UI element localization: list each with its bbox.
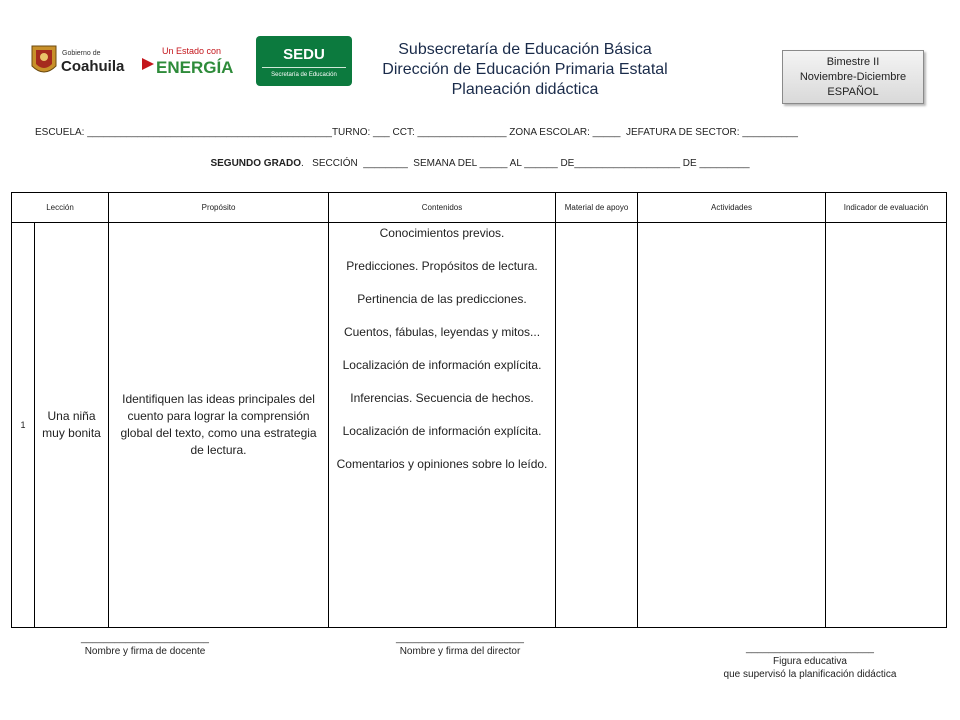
header-lesson: Lección [12,193,109,223]
period-bimester: Bimestre II [826,56,880,68]
period-subject: ESPAÑOL [827,86,879,98]
coahuila-logo-big-text: Coahuila [61,58,125,75]
energia-logo-big-text: ENERGÍA [156,58,234,77]
teacher-signature [40,632,250,658]
document-header [340,40,710,100]
content-item: Cuentos, fábulas, leyendas y mitos... [343,325,541,339]
header-contents: Contenidos [329,193,556,223]
period-box [782,50,924,104]
content-item: Conocimientos previos. [379,226,505,240]
period-months: Noviembre-Diciembre [799,71,907,83]
school-info-line: ESCUELA: ____________________________________________TURNO: ___ CCT: ________________ ZONA ESCOLAR: _____ JEFATURA DE SECTOR: __________ [35,127,798,138]
sedu-logo-subtitle: Secretaría de Educación [271,72,337,78]
header-indicator: Indicador de evaluación [826,193,947,223]
material-cell [556,223,638,628]
grade-label: SEGUNDO GRADO [210,158,302,169]
director-signature-label: Nombre y firma del director [399,646,521,657]
content-item: Comentarios y opiniones sobre lo leído. [336,457,548,471]
grade-info-line [0,158,960,169]
header-line-3: Planeación didáctica [451,81,599,98]
purpose-cell: Identifiquen las ideas principales del cuento para lograr la comprensión global del texto, como una estrategia de lectura. [109,223,329,628]
director-signature [360,632,560,658]
energia-logo [140,42,240,80]
content-item: Pertinencia de las predicciones. [357,292,527,306]
energia-logo-top-text: Un Estado con [162,46,222,56]
supervisor-signature-label-2: que supervisó la planificación didáctica [723,669,897,680]
table-row [12,223,947,628]
content-item: Localización de información explícita. [342,358,542,372]
header-line-1: Subsecretaría de Educación Básica [398,41,652,58]
header-line-2: Dirección de Educación Primaria Estatal [382,61,668,78]
sedu-logo-title: SEDU [283,46,325,63]
header-purpose: Propósito [109,193,329,223]
supervisor-signature-line: _______________________ [746,643,874,654]
coahuila-government-logo [28,42,130,80]
supervisor-signature [690,642,930,681]
content-item: Inferencias. Secuencia de hechos. [350,391,534,405]
teacher-signature-label: Nombre y firma de docente [84,646,206,657]
table-header-row [12,193,947,223]
sedu-logo-divider [262,67,346,68]
teacher-signature-line: _______________________ [81,633,209,644]
content-item: Localización de información explícita. [342,424,542,438]
contents-cell [329,223,556,628]
section-week-line: . SECCIÓN ________ SEMANA DEL _____ AL ______ DE___________________ DE _________ [301,158,750,169]
activities-cell [638,223,826,628]
coahuila-logo-small-text: Gobierno de [62,50,101,57]
content-item: Predicciones. Propósitos de lectura. [346,259,538,273]
sedu-logo [256,36,352,86]
supervisor-signature-label-1: Figura educativa [773,656,847,667]
director-signature-line: _______________________ [396,633,524,644]
indicator-cell [826,223,947,628]
lesson-title: Una niña muy bonita [35,223,109,628]
header-material: Material de apoyo [556,193,638,223]
lesson-number: 1 [12,223,35,628]
header-activities: Actividades [638,193,826,223]
planning-table [11,192,947,628]
